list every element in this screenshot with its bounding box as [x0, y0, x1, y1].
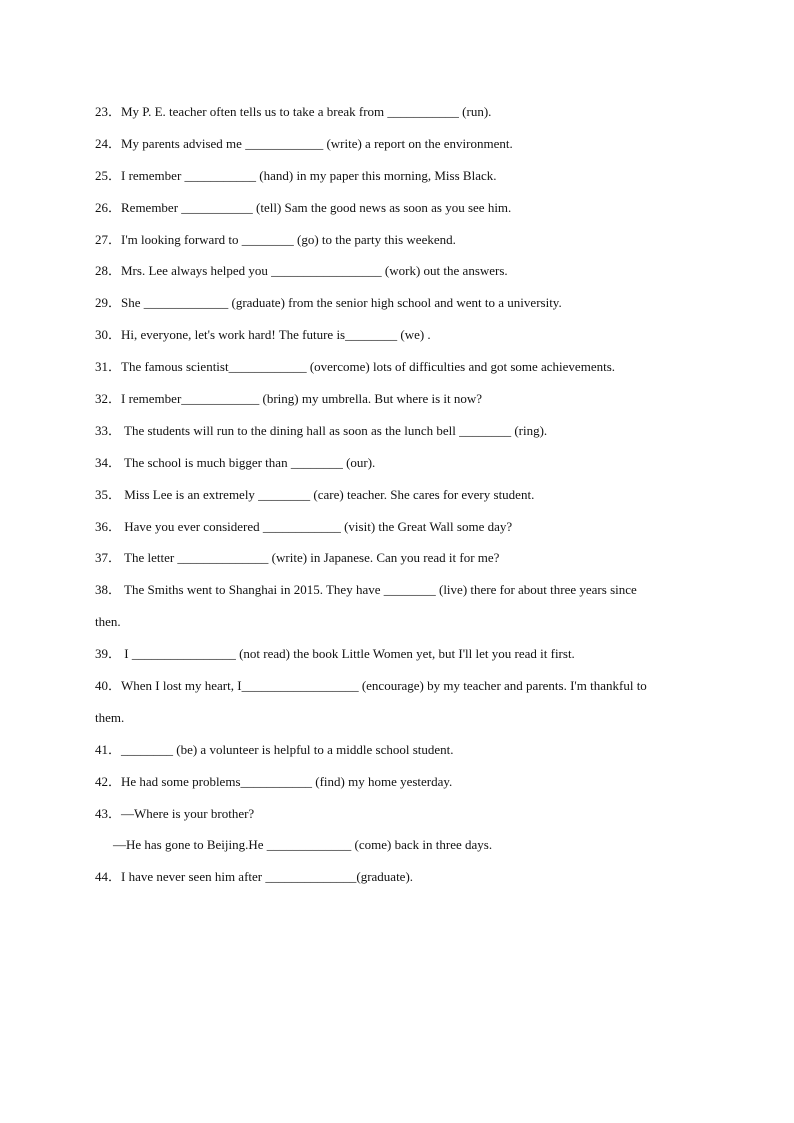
- question-28: 28．Mrs. Lee always helped you _________________ (work) out the answers.: [95, 263, 508, 279]
- question-34: 34． The school is much bigger than ________ (our).: [95, 454, 376, 470]
- question-43-answer-line: —He has gone to Beijing.He _____________ (come) back in three days.: [113, 837, 493, 853]
- question-list: [95, 100, 700, 897]
- question-44: 44．I have never seen him after ______________(graduate).: [95, 869, 414, 885]
- question-38-continued: then.: [95, 614, 121, 630]
- question-43: 43．—Where is your brother?: [95, 805, 255, 821]
- question-31: 31．The famous scientist____________ (overcome) lots of difficulties and got some achievements.: [95, 359, 616, 375]
- question-25: 25．I remember ___________ (hand) in my paper this morning, Miss Black.: [95, 167, 497, 183]
- question-41: 41．________ (be) a volunteer is helpful to a middle school student.: [95, 741, 454, 757]
- question-26: 26．Remember ___________ (tell) Sam the good news as soon as you see him.: [95, 199, 512, 215]
- question-37: 37． The letter ______________ (write) in Japanese. Can you read it for me?: [95, 550, 500, 566]
- question-38: 38． The Smiths went to Shanghai in 2015. They have ________ (live) there for about three years since: [95, 582, 637, 598]
- question-35: 35． Miss Lee is an extremely ________ (care) teacher. She cares for every student.: [95, 486, 535, 502]
- question-32: 32．I remember____________ (bring) my umbrella. But where is it now?: [95, 391, 483, 407]
- question-39: 39． I ________________ (not read) the book Little Women yet, but I'll let you read it first.: [95, 646, 575, 662]
- question-42: 42．He had some problems___________ (find) my home yesterday.: [95, 773, 453, 789]
- question-27: 27．I'm looking forward to ________ (go) to the party this weekend.: [95, 231, 456, 247]
- question-24: 24．My parents advised me ____________ (write) a report on the environment.: [95, 135, 513, 151]
- question-40-continued: them.: [95, 709, 125, 725]
- question-33: 33． The students will run to the dining hall as soon as the lunch bell ________ (ring).: [95, 422, 548, 438]
- question-30: 30．Hi, everyone, let's work hard! The future is________ (we) .: [95, 327, 431, 343]
- question-23: 23．My P. E. teacher often tells us to take a break from ___________ (run).: [95, 104, 492, 119]
- question-29: 29．She _____________ (graduate) from the senior high school and went to a university.: [95, 295, 562, 311]
- question-36: 36． Have you ever considered ____________ (visit) the Great Wall some day?: [95, 518, 513, 534]
- question-40: 40．When I lost my heart, I__________________ (encourage) by my teacher and parents. I'm thankful to: [95, 678, 647, 694]
